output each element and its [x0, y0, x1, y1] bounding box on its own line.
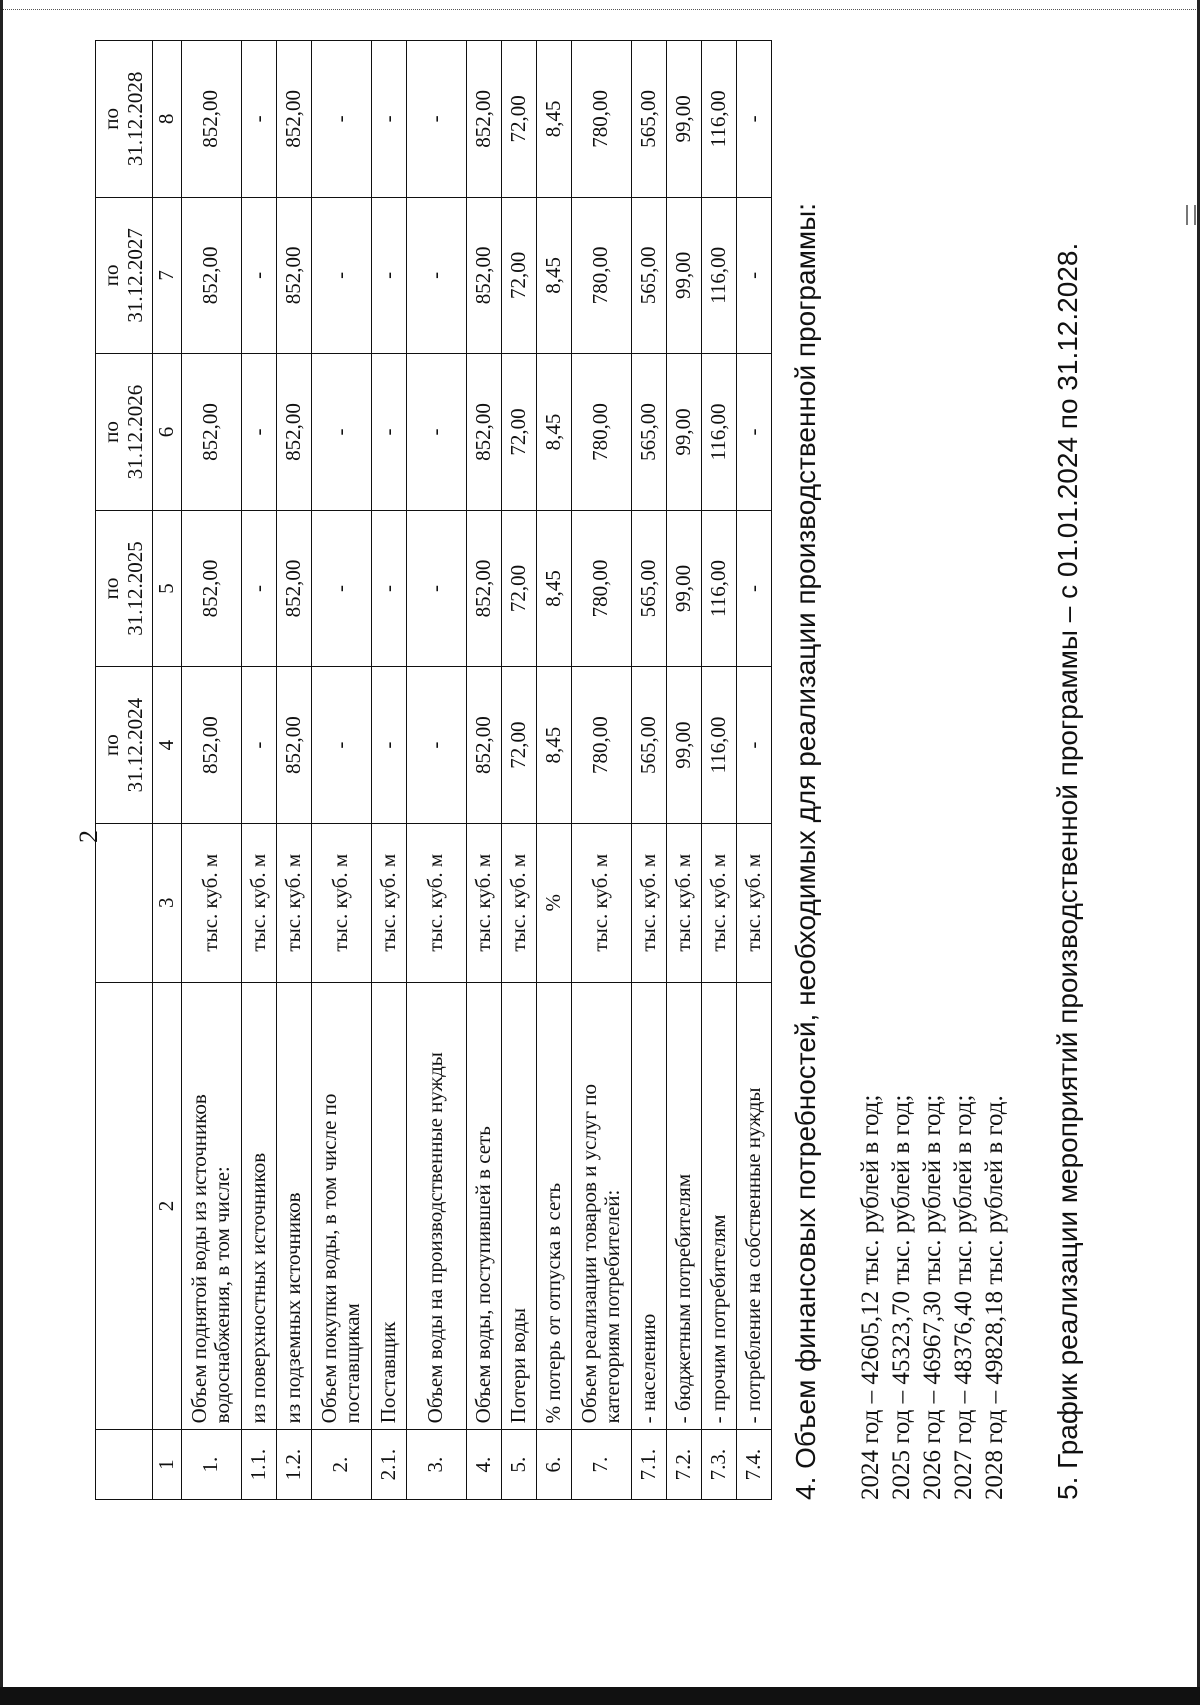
row-name: из поверхностных источников — [241, 982, 276, 1430]
row-value: - — [241, 667, 276, 824]
row-value: - — [311, 510, 371, 667]
index-cell: 2 — [153, 982, 182, 1430]
table-row — [501, 41, 536, 1500]
row-value: - — [406, 354, 466, 511]
row-value: - — [371, 197, 406, 354]
row-value: 852,00 — [276, 354, 311, 511]
period-date: 31.12.2028 — [123, 71, 147, 167]
period-prefix: по — [99, 734, 124, 756]
row-value: 99,00 — [666, 197, 701, 354]
row-number: 7.1. — [631, 1430, 666, 1500]
table-row — [666, 41, 701, 1500]
index-cell: 5 — [153, 510, 182, 667]
period-prefix: по — [99, 264, 124, 287]
row-unit: тыс. куб. м — [571, 823, 631, 982]
period-date: 31.12.2027 — [123, 228, 147, 323]
table-row — [371, 41, 406, 1500]
row-value: 72,00 — [501, 510, 536, 667]
row-unit: тыс. куб. м — [466, 823, 501, 982]
row-name: Объем воды, поступившей в сеть — [466, 982, 501, 1430]
row-value: 72,00 — [501, 197, 536, 354]
row-value: 852,00 — [466, 667, 501, 824]
financial-needs-list — [855, 1095, 1010, 1500]
row-name: из подземных источников — [276, 982, 311, 1430]
row-value: 116,00 — [701, 197, 736, 354]
row-value: - — [406, 510, 466, 667]
row-number: 7.2. — [666, 1430, 701, 1500]
row-value: 565,00 — [631, 41, 666, 198]
row-unit: тыс. куб. м — [311, 823, 371, 982]
header-period-2026 — [96, 354, 153, 511]
row-number: 7. — [571, 1430, 631, 1500]
table-row — [631, 41, 666, 1500]
row-name: - бюджетным потребителям — [666, 982, 701, 1430]
row-value: 72,00 — [501, 354, 536, 511]
row-value: 780,00 — [571, 510, 631, 667]
row-value: 852,00 — [276, 510, 311, 667]
row-value: 116,00 — [701, 510, 736, 667]
row-value: 8,45 — [536, 510, 571, 667]
row-value: 780,00 — [571, 354, 631, 511]
row-unit: % — [536, 823, 571, 982]
row-number: 7.3. — [701, 1430, 736, 1500]
index-cell: 1 — [153, 1430, 182, 1500]
row-value: - — [311, 354, 371, 511]
table-row — [276, 41, 311, 1500]
row-unit: тыс. куб. м — [181, 823, 241, 982]
row-value: - — [736, 197, 771, 354]
period-date: 31.12.2024 — [123, 697, 147, 793]
cost-line-2026: 2026 год – 46967,30 тыс. рублей в год; — [919, 1094, 946, 1500]
row-value: 8,45 — [536, 41, 571, 198]
row-value: - — [406, 197, 466, 354]
row-value: 852,00 — [276, 667, 311, 824]
row-unit: тыс. куб. м — [631, 823, 666, 982]
row-unit: тыс. куб. м — [736, 823, 771, 982]
period-date: 31.12.2025 — [123, 541, 147, 636]
row-value: - — [371, 667, 406, 824]
index-cell: 4 — [153, 667, 182, 824]
index-cell: 6 — [153, 354, 182, 511]
row-value: 852,00 — [181, 197, 241, 354]
row-value: 565,00 — [631, 510, 666, 667]
section-4-heading: 4. Объем финансовых потребностей, необходимых для реализации производственной программы: — [790, 203, 821, 1500]
table-row — [241, 41, 276, 1500]
header-cell-name — [96, 982, 153, 1430]
row-value: - — [736, 354, 771, 511]
period-date: 31.12.2026 — [123, 384, 147, 480]
production-program-table — [95, 40, 772, 1500]
row-value: - — [311, 41, 371, 198]
row-number: 2. — [311, 1430, 371, 1500]
page-number: 2 — [74, 830, 103, 843]
period-prefix: по — [99, 421, 124, 443]
header-period-2028 — [96, 41, 153, 198]
row-number: 3. — [406, 1430, 466, 1500]
header-cell-unit — [96, 823, 153, 982]
row-unit: тыс. куб. м — [241, 823, 276, 982]
row-name: Объем реализации товаров и услуг по категориям потребителей: — [571, 982, 631, 1430]
row-value: - — [311, 667, 371, 824]
row-name: - потребление на собственные нужды — [736, 982, 771, 1430]
row-value: - — [241, 510, 276, 667]
row-value: - — [371, 354, 406, 511]
row-name: - населению — [631, 982, 666, 1430]
row-unit: тыс. куб. м — [406, 823, 466, 982]
row-number: 6. — [536, 1430, 571, 1500]
row-name: Потери воды — [501, 982, 536, 1430]
row-number: 1. — [181, 1430, 241, 1500]
header-period-2025 — [96, 510, 153, 667]
row-name: Объем покупки воды, в том числе по поставщикам — [311, 982, 371, 1430]
row-value: - — [736, 510, 771, 667]
row-name: Объем воды на производственные нужды — [406, 982, 466, 1430]
row-number: 5. — [501, 1430, 536, 1500]
row-value: 852,00 — [181, 510, 241, 667]
row-value: 8,45 — [536, 667, 571, 824]
row-value: 72,00 — [501, 667, 536, 824]
period-prefix: по — [99, 107, 124, 130]
row-name: - прочим потребителям — [701, 982, 736, 1430]
row-value: 852,00 — [466, 354, 501, 511]
row-unit: тыс. куб. м — [371, 823, 406, 982]
row-value: - — [241, 197, 276, 354]
row-value: 780,00 — [571, 41, 631, 198]
cost-line-2024: 2024 год – 42605,12 тыс. рублей в год; — [857, 1094, 884, 1500]
index-cell: 8 — [153, 41, 182, 198]
table-row — [536, 41, 571, 1500]
index-cell: 7 — [153, 197, 182, 354]
row-number: 1.2. — [276, 1430, 311, 1500]
row-name: Поставщик — [371, 982, 406, 1430]
row-number: 7.4. — [736, 1430, 771, 1500]
row-value: - — [371, 510, 406, 667]
section-5-schedule: 5. График реализации мероприятий производственной программы – с 01.01.2024 по 31.12.2028. — [1052, 242, 1083, 1500]
row-unit: тыс. куб. м — [501, 823, 536, 982]
row-value: 99,00 — [666, 667, 701, 824]
period-prefix: по — [99, 577, 124, 600]
row-value: 852,00 — [466, 197, 501, 354]
cost-line-2027: 2027 год – 48376,40 тыс. рублей в год; — [950, 1094, 977, 1500]
row-value: 116,00 — [701, 354, 736, 511]
row-value: 116,00 — [701, 41, 736, 198]
row-value: 852,00 — [466, 510, 501, 667]
row-value: 852,00 — [276, 197, 311, 354]
index-cell: 3 — [153, 823, 182, 982]
row-value: - — [406, 41, 466, 198]
row-value: 8,45 — [536, 354, 571, 511]
row-value: 72,00 — [501, 41, 536, 198]
row-unit: тыс. куб. м — [701, 823, 736, 982]
row-value: - — [311, 197, 371, 354]
table-header-row — [96, 41, 153, 1500]
cost-line-2025: 2025 год – 45323,70 тыс. рублей в год; — [888, 1094, 915, 1500]
cost-line-2028: 2028 год – 49828,18 тыс. рублей в год. — [981, 1095, 1008, 1500]
row-value: 852,00 — [276, 41, 311, 198]
row-value: - — [736, 667, 771, 824]
table-row — [736, 41, 771, 1500]
row-name: % потерь от отпуска в сеть — [536, 982, 571, 1430]
table-row — [701, 41, 736, 1500]
row-value: 565,00 — [631, 197, 666, 354]
row-number: 2.1. — [371, 1430, 406, 1500]
table-row — [466, 41, 501, 1500]
row-value: - — [241, 41, 276, 198]
header-period-2024 — [96, 667, 153, 824]
header-period-2027 — [96, 197, 153, 354]
row-number: 4. — [466, 1430, 501, 1500]
row-value: - — [736, 41, 771, 198]
row-value: 565,00 — [631, 667, 666, 824]
row-value: 780,00 — [571, 667, 631, 824]
row-value: 852,00 — [181, 667, 241, 824]
table-index-row — [153, 41, 182, 1500]
table-row — [311, 41, 371, 1500]
row-number: 1.1. — [241, 1430, 276, 1500]
row-value: 99,00 — [666, 41, 701, 198]
header-cell-num — [96, 1430, 153, 1500]
row-value: 780,00 — [571, 197, 631, 354]
row-value: 565,00 — [631, 354, 666, 511]
row-value: - — [371, 41, 406, 198]
table-row — [406, 41, 466, 1500]
row-unit: тыс. куб. м — [276, 823, 311, 982]
row-unit: тыс. куб. м — [666, 823, 701, 982]
row-value: - — [406, 667, 466, 824]
row-value: 852,00 — [181, 41, 241, 198]
row-value: 99,00 — [666, 510, 701, 667]
row-value: - — [241, 354, 276, 511]
row-value: 99,00 — [666, 354, 701, 511]
row-value: 116,00 — [701, 667, 736, 824]
table-row — [181, 41, 241, 1500]
row-value: 852,00 — [466, 41, 501, 198]
row-value: 852,00 — [181, 354, 241, 511]
row-value: 8,45 — [536, 197, 571, 354]
table-row — [571, 41, 631, 1500]
row-name: Объем поднятой воды из источников водоснабжения, в том числе: — [181, 982, 241, 1430]
